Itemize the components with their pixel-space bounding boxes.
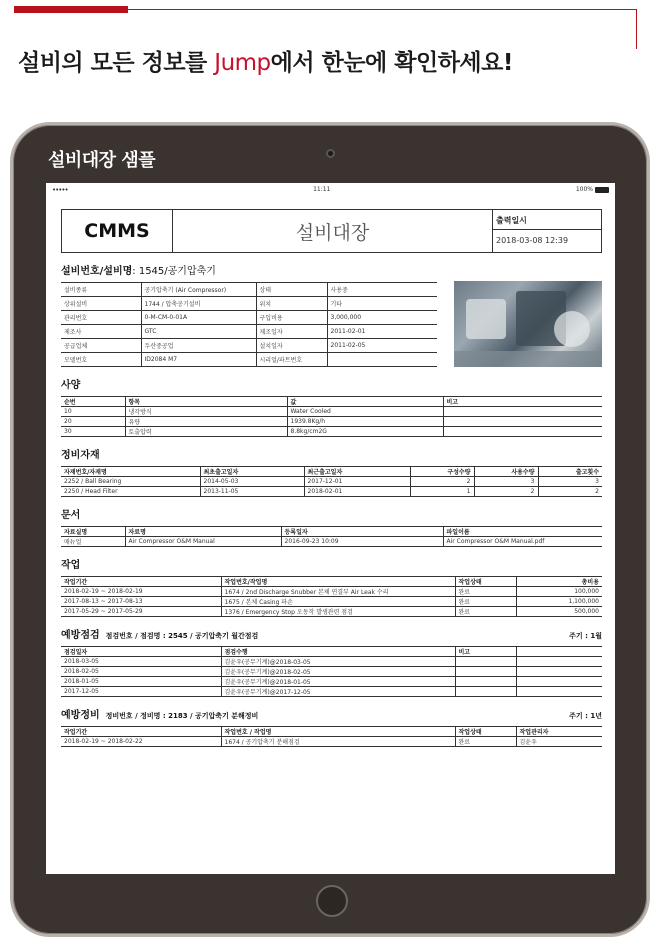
table-cell: Air Compressor O&M Manual <box>125 537 281 547</box>
document-title: 설비대장 <box>173 210 493 252</box>
table-cell: 1675 / 본체 Casing 파손 <box>221 597 455 607</box>
column-header: 작업번호/작업명 <box>221 577 455 587</box>
pm-maint-heading: 예방정비 <box>61 710 100 721</box>
table-row <box>61 657 602 667</box>
table-cell: 2014-05-03 <box>200 477 304 487</box>
column-header: 사용수량 <box>474 467 538 477</box>
column-header: 자료실명 <box>61 527 125 537</box>
battery-status <box>576 186 609 193</box>
column-header: 자료명 <box>125 527 281 537</box>
column-header: 작업기간 <box>61 577 221 587</box>
table-cell: 냉각방식 <box>125 407 287 417</box>
table-cell: 사용중 <box>327 283 437 297</box>
table-cell: 2017-08-13 ~ 2017-08-13 <box>61 597 221 607</box>
battery-icon <box>595 187 609 193</box>
table-cell: 2252 / Ball Bearing <box>61 477 200 487</box>
table-cell <box>516 677 602 687</box>
table-cell: 제조사 <box>61 325 141 339</box>
parts-table <box>61 466 602 497</box>
work-section-title: 작업 <box>61 560 81 571</box>
table-cell: 설비종류 <box>61 283 141 297</box>
table-cell: 30 <box>61 427 125 437</box>
table-cell: 기타 <box>327 297 437 311</box>
table-cell <box>516 667 602 677</box>
compressor-photo <box>454 281 602 367</box>
table-cell: 김윤우(공무기계)@2018-02-05 <box>221 667 455 677</box>
equipment-info-table <box>61 282 437 367</box>
table-cell <box>443 417 602 427</box>
table-cell: 2018-02-19 ~ 2018-02-22 <box>61 737 221 747</box>
table-cell: 공기압축기 (Air Compressor) <box>141 283 256 297</box>
table-cell <box>327 353 437 367</box>
table-cell: 2017-12-01 <box>304 477 410 487</box>
column-header: 구성수량 <box>410 467 474 477</box>
column-header: 항목 <box>125 397 287 407</box>
table-cell: 3 <box>474 477 538 487</box>
table-row <box>61 737 602 747</box>
table-cell: 2017-05-29 ~ 2017-05-29 <box>61 607 221 617</box>
status-time: 11:11 <box>313 186 331 193</box>
camera-icon <box>326 149 335 158</box>
table-cell: 구입비용 <box>256 311 327 325</box>
top-accent-bar <box>14 6 128 13</box>
table-cell: 관리번호 <box>61 311 141 325</box>
table-cell: 2016-09-23 10:09 <box>281 537 443 547</box>
table-row <box>61 667 602 677</box>
parts-section-title: 정비자재 <box>61 450 100 461</box>
table-cell: 1376 / Emergency Stop 오동작 발생관련 점검 <box>221 607 455 617</box>
table-cell: 8.8kg/cm2G <box>287 427 443 437</box>
table-cell: 2 <box>474 487 538 497</box>
column-header: 자재번호/자재명 <box>61 467 200 477</box>
column-header: 비고 <box>455 647 516 657</box>
table-cell: 완료 <box>455 587 516 597</box>
table-row <box>61 597 602 607</box>
table-row <box>61 297 437 311</box>
column-header: 작업상태 <box>455 727 516 737</box>
table-cell: 위치 <box>256 297 327 311</box>
pm-check-period: 주기 : 1월 <box>569 632 602 640</box>
table-cell: 공급업체 <box>61 339 141 353</box>
print-datetime-label: 출력일시 <box>493 210 601 230</box>
pm-maint-table <box>61 726 602 747</box>
table-cell: 2018-03-05 <box>61 657 221 667</box>
table-cell: 김윤우 <box>516 737 602 747</box>
column-header: 출고횟수 <box>538 467 602 477</box>
table-cell <box>455 687 516 697</box>
table-cell: 2011-02-01 <box>327 325 437 339</box>
headline-text-after: 에서 한눈에 확인하세요! <box>270 50 513 76</box>
column-header: 최근출고일자 <box>304 467 410 477</box>
table-cell: 1939.8Kg/h <box>287 417 443 427</box>
cmms-logo-text: CMMS <box>62 210 173 252</box>
table-cell: 유량 <box>125 417 287 427</box>
table-row <box>61 353 437 367</box>
pm-check-sub: 점검번호 / 점검명 : 2545 / 공기압축기 월간점검 <box>105 632 259 640</box>
table-cell <box>455 667 516 677</box>
print-datetime-value: 2018-03-08 12:39 <box>496 236 569 245</box>
table-cell: 3,000,000 <box>327 311 437 325</box>
table-cell: 모델번호 <box>61 353 141 367</box>
table-cell: 2018-01-05 <box>61 677 221 687</box>
battery-percent: 100% <box>575 186 593 193</box>
table-row <box>61 325 437 339</box>
table-cell: 3 <box>538 477 602 487</box>
table-cell: 김윤우(공무기계)@2018-01-05 <box>221 677 455 687</box>
table-cell: GTC <box>141 325 256 339</box>
spec-section-title: 사양 <box>61 380 81 391</box>
equipment-heading-label: 설비번호/설비명 <box>61 266 133 277</box>
table-row <box>61 537 602 547</box>
table-row <box>61 339 437 353</box>
home-button[interactable] <box>316 885 348 917</box>
table-cell: 제조일자 <box>256 325 327 339</box>
table-cell: 100,000 <box>516 587 602 597</box>
table-row <box>61 311 437 325</box>
table-cell: 설치일자 <box>256 339 327 353</box>
table-cell: 1744 / 압축공기설비 <box>141 297 256 311</box>
table-cell: 1674 / 2nd Discharge Snubber 본체 연결부 Air Leak 수리 <box>221 587 455 597</box>
column-header: 작업번호 / 작업명 <box>221 727 455 737</box>
column-header: 비고 <box>443 397 602 407</box>
table-row <box>61 477 602 487</box>
table-cell: 20 <box>61 417 125 427</box>
pm-maint-section-title <box>61 706 602 721</box>
spec-table <box>61 396 602 437</box>
docs-table <box>61 526 602 547</box>
table-cell: 매뉴얼 <box>61 537 125 547</box>
table-cell: 김윤우(공무기계)@2017-12-05 <box>221 687 455 697</box>
table-cell: 김윤우(공무기계)@2018-03-05 <box>221 657 455 667</box>
table-row <box>61 587 602 597</box>
table-cell: 1 <box>410 487 474 497</box>
column-header: 파일이름 <box>443 527 602 537</box>
table-cell <box>443 427 602 437</box>
table-cell <box>455 657 516 667</box>
print-datetime-box <box>493 210 601 252</box>
table-cell: 2250 / Head Filter <box>61 487 200 497</box>
table-row <box>61 407 602 417</box>
table-cell: 토출압력 <box>125 427 287 437</box>
top-divider-line <box>128 9 636 10</box>
column-header: 점검수행 <box>221 647 455 657</box>
table-cell: 1674 / 공기압축기 분해점검 <box>221 737 455 747</box>
table-row <box>61 687 602 697</box>
signal-icon: ••••• <box>52 185 68 194</box>
equipment-section-title <box>61 262 602 277</box>
pm-maint-sub: 정비번호 / 정비명 : 2183 / 공기압축기 분해정비 <box>105 712 259 720</box>
table-cell: 상태 <box>256 283 327 297</box>
top-divider-corner <box>636 9 637 49</box>
table-cell: 500,000 <box>516 607 602 617</box>
work-table <box>61 576 602 617</box>
column-header: 점검일자 <box>61 647 221 657</box>
equipment-info <box>61 282 602 367</box>
column-header: 작업상태 <box>455 577 516 587</box>
table-cell: 완료 <box>455 607 516 617</box>
equipment-heading-value: : 1545/공기압축기 <box>132 266 216 277</box>
column-header <box>516 647 602 657</box>
table-cell: 2018-02-01 <box>304 487 410 497</box>
column-header: 작업관리자 <box>516 727 602 737</box>
table-cell: 상위설비 <box>61 297 141 311</box>
table-cell: 2011-02-05 <box>327 339 437 353</box>
table-row <box>61 607 602 617</box>
table-cell: 2013-11-05 <box>200 487 304 497</box>
table-cell <box>455 677 516 687</box>
table-cell: 완료 <box>455 597 516 607</box>
column-header: 등록일자 <box>281 527 443 537</box>
table-cell: 2017-12-05 <box>61 687 221 697</box>
table-cell: 10 <box>61 407 125 417</box>
table-cell: 0-M-CM-0-01A <box>141 311 256 325</box>
table-cell: 완료 <box>455 737 516 747</box>
headline-text-before: 설비의 모든 정보를 <box>18 50 215 76</box>
table-cell <box>443 407 602 417</box>
table-cell: 2 <box>538 487 602 497</box>
table-cell <box>516 687 602 697</box>
column-header: 순번 <box>61 397 125 407</box>
pm-maint-period: 주기 : 1년 <box>569 712 602 720</box>
tablet-title: 설비대장 샘플 <box>48 150 156 171</box>
table-cell: Air Compressor O&M Manual.pdf <box>443 537 602 547</box>
column-header: 값 <box>287 397 443 407</box>
table-row <box>61 283 437 297</box>
table-cell: Water Cooled <box>287 407 443 417</box>
status-bar <box>46 183 615 196</box>
table-cell <box>516 657 602 667</box>
table-row <box>61 417 602 427</box>
docs-section-title: 문서 <box>61 510 81 521</box>
tablet-screen <box>46 183 615 874</box>
pm-check-table <box>61 646 602 697</box>
column-header: 최초출고일자 <box>200 467 304 477</box>
table-cell: 2018-02-05 <box>61 667 221 677</box>
table-row <box>61 677 602 687</box>
table-cell: 시리얼/파트번호 <box>256 353 327 367</box>
table-row <box>61 487 602 497</box>
document-header <box>61 209 602 253</box>
headline-accent: Jump <box>214 50 271 76</box>
column-header: 작업기간 <box>61 727 221 737</box>
equipment-ledger-document <box>61 209 602 747</box>
table-cell: 두산중공업 <box>141 339 256 353</box>
table-row <box>61 427 602 437</box>
pm-check-section-title <box>61 626 602 641</box>
table-cell: ID2084 M7 <box>141 353 256 367</box>
pm-check-heading: 예방점검 <box>61 630 100 641</box>
table-cell: 1,100,000 <box>516 597 602 607</box>
column-header: 총비용 <box>516 577 602 587</box>
table-cell: 2 <box>410 477 474 487</box>
table-cell: 2018-02-19 ~ 2018-02-19 <box>61 587 221 597</box>
page-headline <box>18 44 513 77</box>
